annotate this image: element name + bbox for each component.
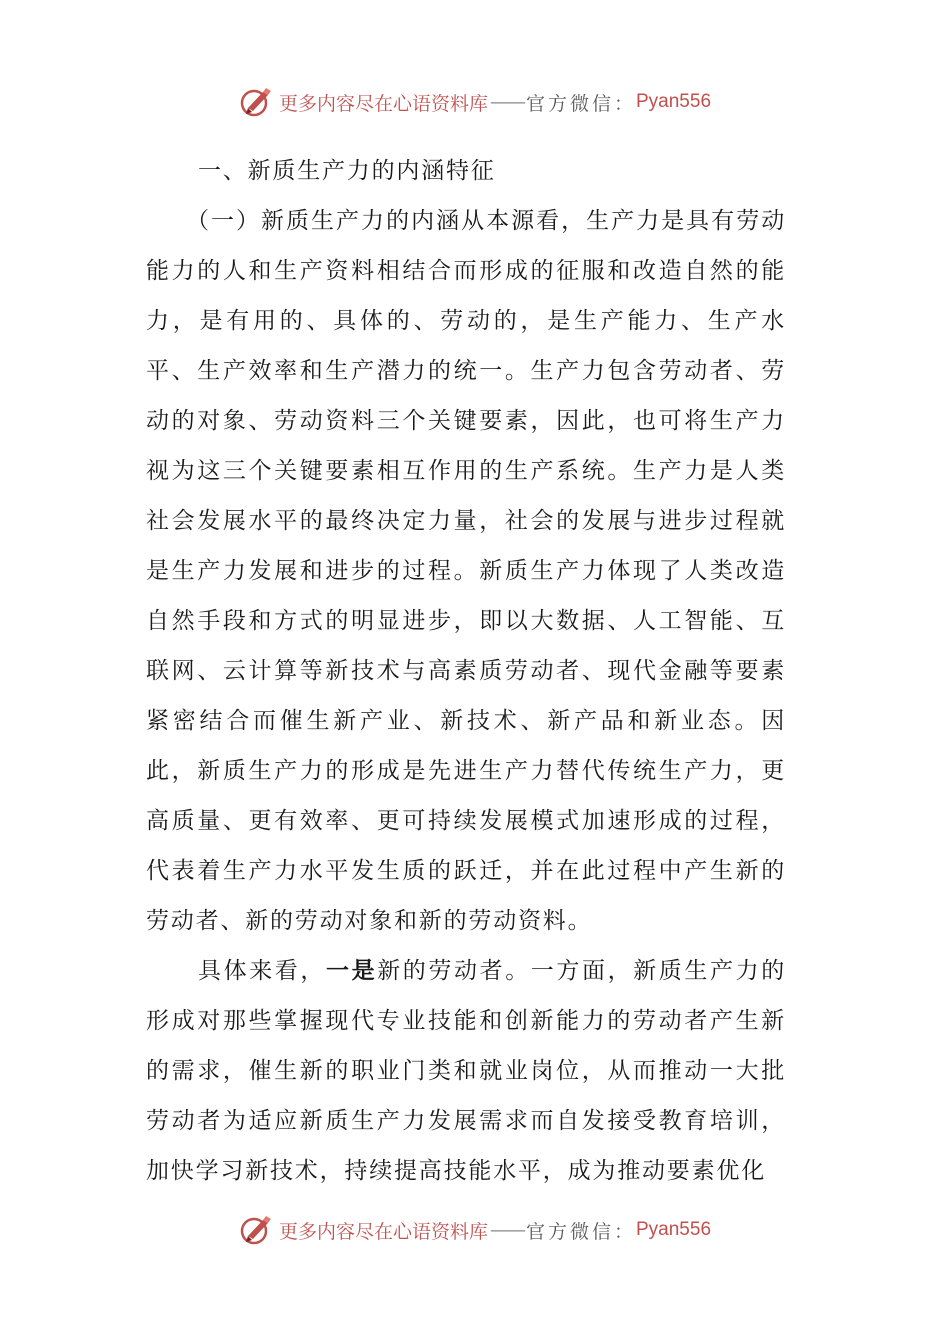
footer-watermark-banner	[0, 1210, 950, 1250]
banner-dash: ——	[489, 1219, 524, 1241]
banner-main-text: 更多内容尽在心语资料库	[278, 1220, 488, 1243]
paragraph-2-rest: 新的劳动者。一方面，新质生产力的形成对那些掌握现代专业技能和创新能力的劳动者产生新的需求，催生新的职业门类和就业岗位，从而推动一大批劳动者为适应新质生产力发展需求而自发接受教育培训，加快学习新技术，持续提高技能水平，成为推动要素优化	[146, 958, 786, 1184]
banner-wechat-id: Pyan556	[636, 1219, 712, 1240]
paragraph-2-lead: 具体来看，	[198, 958, 326, 984]
banner-wechat-id: Pyan556	[636, 91, 712, 112]
paragraph-1: （一）新质生产力的内涵从本源看，生产力是具有劳动能力的人和生产资料相结合而形成的征服和改造自然的能力，是有用的、具体的、劳动的，是生产能力、生产水平、生产效率和生产潜力的统一。生产力包含劳动者、劳动的对象、劳动资料三个关键要素，因此，也可将生产力视为这三个关键要素相互作用的生产系统。生产力是人类社会发展水平的最终决定力量，社会的发展与进步过程就是生产力发展和进步的过程。新质生产力体现了人类改造自然手段和方式的明显进步，即以大数据、人工智能、互联网、云计算等新技术与高素质劳动者、现代金融等要素紧密结合而催生新产业、新技术、新产品和新业态。因此，新质生产力的形成是先进生产力替代传统生产力，更高质量、更有效率、更可持续发展模式加速形成的过程，代表着生产力水平发生质的跃迁，并在此过程中产生新的劳动者、新的劳动对象和新的劳动资料。	[146, 208, 786, 934]
pen-logo-icon	[239, 1212, 275, 1248]
banner-main-text: 更多内容尽在心语资料库	[278, 92, 488, 115]
header-watermark-banner	[0, 82, 950, 122]
banner-sub-text: 官方微信：	[525, 92, 636, 115]
paragraph-2	[146, 946, 786, 1196]
banner-dash: ——	[489, 91, 524, 113]
banner-sub-text: 官方微信：	[525, 1220, 636, 1243]
paragraph-2-bold: 一是	[326, 957, 378, 984]
document-body	[146, 146, 786, 1196]
section-heading: 一、新质生产力的内涵特征	[198, 158, 496, 184]
pen-logo-icon	[239, 84, 275, 120]
